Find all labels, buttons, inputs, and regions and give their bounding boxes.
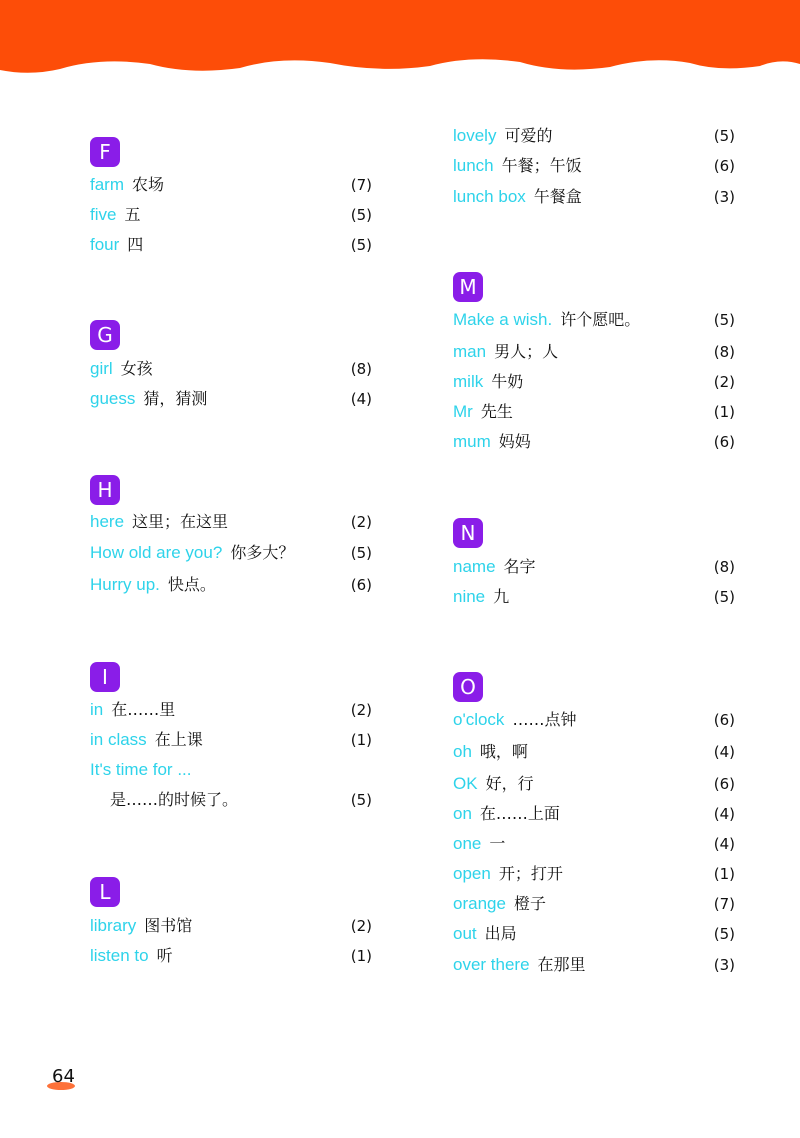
entry-english: farm [90,175,124,194]
glossary-entry [90,697,372,723]
entry-chinese: 开；打开 [498,864,563,883]
entry-chinese: 在……上面 [479,804,560,823]
entry-chinese: 农场 [132,175,165,194]
entry-unit-number: (4) [713,835,735,853]
entry-chinese: 好，行 [485,774,534,793]
section-letter-i: I [90,662,120,692]
entry-unit-number: (3) [713,956,735,974]
entry-english: lunch [453,156,494,175]
glossary-entry [453,554,735,580]
entry-unit-number: (7) [713,895,735,913]
entry-chinese: 这里；在这里 [132,512,229,531]
entry-unit-number: (6) [713,775,735,793]
entry-english: one [453,834,482,853]
entry-english: lovely [453,126,497,145]
section-letter-l: L [90,877,120,907]
glossary-entry [90,787,372,813]
entry-chinese: 橙子 [513,894,546,913]
glossary-entry [90,172,372,198]
entry-unit-number: (2) [350,701,372,719]
entry-chinese: 快点。 [167,575,216,594]
entry-chinese: 妈妈 [498,432,531,451]
entry-english: orange [453,894,506,913]
entry-unit-number: (1) [713,403,735,421]
glossary-entry [453,429,735,455]
entry-english: Hurry up. [90,575,160,594]
glossary-entry [90,356,372,382]
glossary-entry [90,386,372,412]
entry-chinese: 名字 [503,557,536,576]
section-letter-m: M [453,272,483,302]
entry-chinese: 牛奶 [491,372,524,391]
entry-chinese: 猜，猜测 [143,389,208,408]
entry-unit-number: (1) [350,731,372,749]
entry-english: in [90,700,104,719]
glossary-entry [453,952,735,978]
entry-english: open [453,864,491,883]
section-letter-o: O [453,672,483,702]
glossary-entry [453,369,735,395]
entry-english: over there [453,955,530,974]
entry-english: man [453,342,487,361]
entry-unit-number: (7) [350,176,372,194]
glossary-entry [453,921,735,947]
section-letter-f: F [90,137,120,167]
entry-unit-number: (8) [713,343,735,361]
page-number: 64 [52,1066,75,1087]
glossary-entry [90,913,372,939]
entry-english: lunch box [453,187,526,206]
entry-unit-number: (8) [713,558,735,576]
entry-chinese: 一 [489,834,506,853]
glossary-entry [90,509,372,535]
entry-unit-number: (3) [713,188,735,206]
entry-unit-number: (4) [350,390,372,408]
entry-chinese: 四 [127,235,144,254]
entry-unit-number: (5) [713,127,735,145]
glossary-entry [453,801,735,827]
entry-chinese: 五 [124,205,141,224]
brush-banner-shape [0,0,800,82]
entry-english: five [90,205,117,224]
glossary-entry [453,399,735,425]
entry-chinese: 九 [493,587,510,606]
entry-english: o'clock [453,710,505,729]
entry-unit-number: (5) [350,206,372,224]
entry-english: library [90,916,137,935]
glossary-entry [90,572,372,598]
entry-english: Make a wish. [453,310,553,329]
entry-unit-number: (5) [713,925,735,943]
glossary-entry [453,307,735,333]
entry-english: name [453,557,496,576]
entry-english: OK [453,774,478,793]
entry-english: here [90,512,125,531]
glossary-entry [453,339,735,365]
entry-chinese: 许个愿吧。 [560,310,641,329]
entry-english: oh [453,742,472,761]
entry-chinese: 在那里 [537,955,586,974]
glossary-entry [453,831,735,857]
entry-chinese: 出局 [484,924,517,943]
entry-unit-number: (5) [713,311,735,329]
entry-english: nine [453,587,486,606]
glossary-entry [90,943,372,969]
entry-chinese: 哦，啊 [479,742,528,761]
entry-chinese: 午餐；午饭 [501,156,582,175]
entry-english: listen to [90,946,149,965]
entry-chinese: 女孩 [120,359,153,378]
entry-english: How old are you? [90,543,223,562]
entry-english: guess [90,389,136,408]
entry-unit-number: (5) [350,544,372,562]
entry-english: on [453,804,472,823]
glossary-entry [90,540,372,566]
entry-unit-number: (4) [713,805,735,823]
top-banner [0,0,800,82]
entry-unit-number: (2) [350,917,372,935]
entry-chinese: 你多大？ [230,543,295,562]
entry-english: girl [90,359,113,378]
entry-chinese: 午餐盒 [533,187,582,206]
glossary-entry [90,757,372,783]
entry-english: in class [90,730,147,749]
glossary-entry [453,584,735,610]
entry-chinese: 图书馆 [144,916,193,935]
glossary-entry [453,739,735,765]
glossary-entry [90,232,372,258]
glossary-entry [90,202,372,228]
entry-english: milk [453,372,484,391]
glossary-entry [453,891,735,917]
entry-unit-number: (5) [350,236,372,254]
glossary-entry [453,771,735,797]
entry-unit-number: (2) [713,373,735,391]
entry-chinese: 可爱的 [504,126,553,145]
entry-unit-number: (8) [350,360,372,378]
entry-english: four [90,235,120,254]
entry-unit-number: (5) [713,588,735,606]
glossary-entry [453,861,735,887]
entry-chinese: 是……的时候了。 [110,790,239,809]
entry-unit-number: (6) [713,157,735,175]
entry-chinese: 在……里 [111,700,176,719]
glossary-entry [453,184,735,210]
glossary-entry [90,727,372,753]
entry-unit-number: (1) [713,865,735,883]
entry-unit-number: (6) [713,433,735,451]
glossary-entry [453,707,735,733]
entry-chinese: 男人；人 [494,342,559,361]
entry-unit-number: (1) [350,947,372,965]
entry-english: It's time for ... [90,760,192,779]
entry-english: out [453,924,477,943]
entry-chinese: 听 [156,946,173,965]
section-letter-h: H [90,475,120,505]
entry-unit-number: (5) [350,791,372,809]
entry-unit-number: (6) [713,711,735,729]
entry-chinese: 先生 [480,402,513,421]
entry-unit-number: (4) [713,743,735,761]
glossary-entry [453,153,735,179]
glossary-entry [453,123,735,149]
entry-english: Mr [453,402,473,421]
section-letter-g: G [90,320,120,350]
section-letter-n: N [453,518,483,548]
entry-unit-number: (6) [350,576,372,594]
entry-english: mum [453,432,491,451]
entry-chinese: ……点钟 [512,710,577,729]
entry-chinese: 在上课 [154,730,203,749]
entry-unit-number: (2) [350,513,372,531]
